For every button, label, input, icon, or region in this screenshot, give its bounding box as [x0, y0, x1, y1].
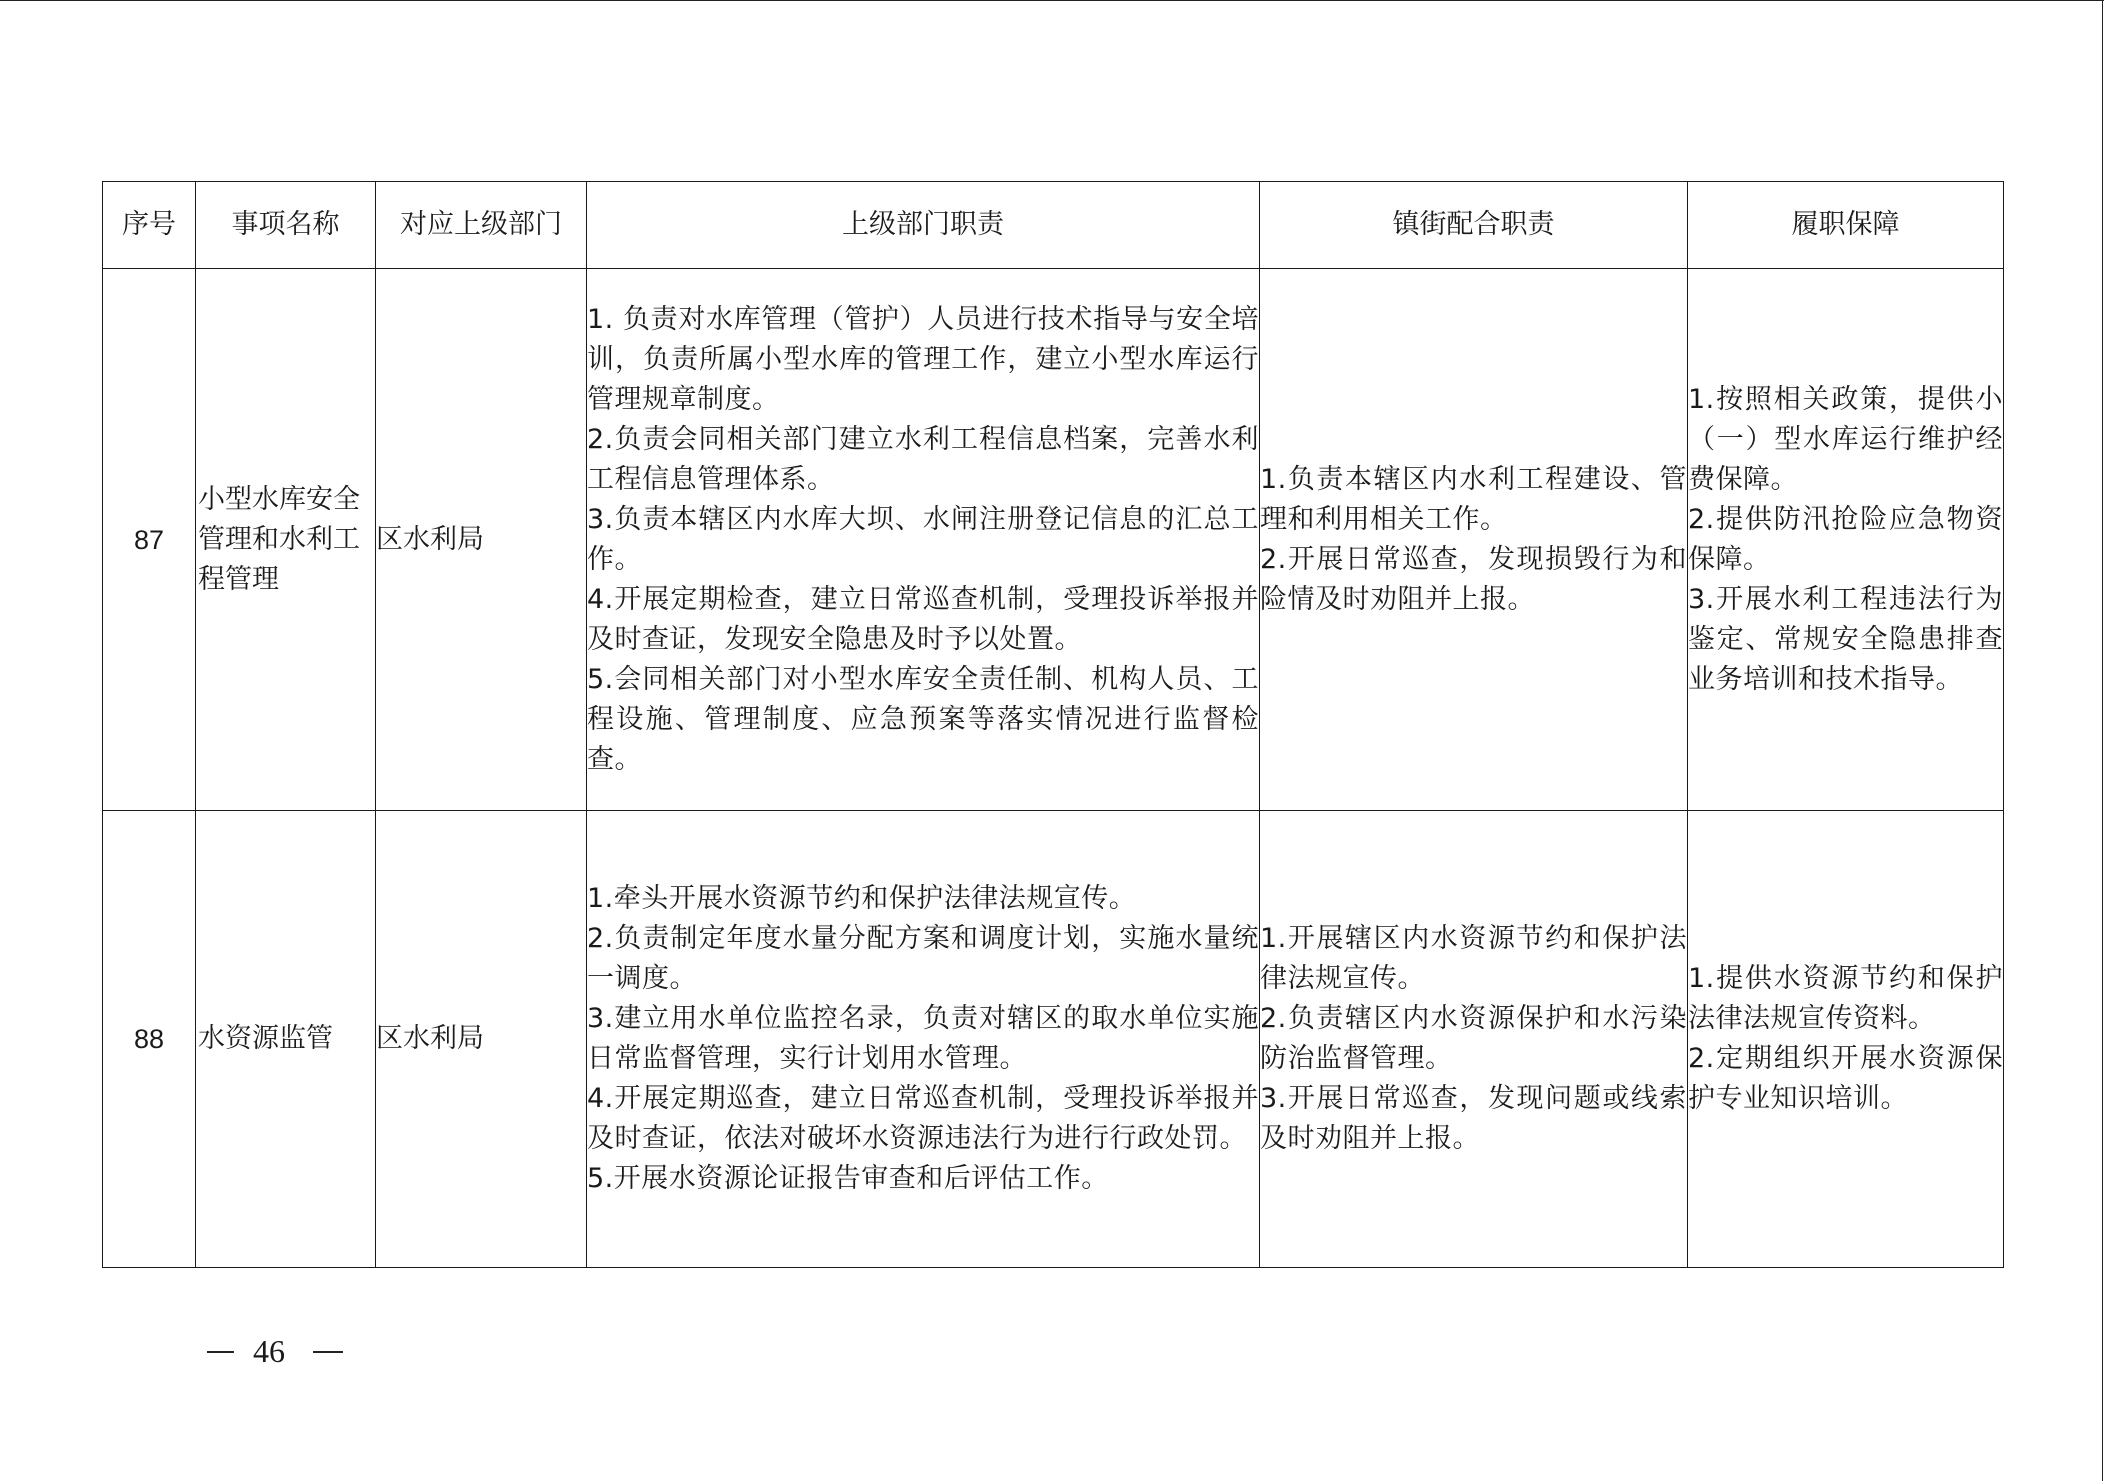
town-duty-item: 2.开展日常巡查，发现损毁行为和险情及时劝阻并上报。: [1260, 543, 1687, 615]
upper-duty-item: 1.牵头开展水资源节约和保护法律法规宣传。: [587, 883, 1137, 914]
header-guarantees: 履职保障: [1688, 182, 2004, 269]
upper-duty-item: 4.开展定期巡查，建立日常巡查机制，受理投诉举报并及时查证，依法对破坏水资源违法行为进行行政处罚。: [587, 1083, 1259, 1154]
row-upper-duties: [587, 811, 1260, 1268]
row-town-duties: [1260, 269, 1688, 811]
guarantee-item: 1.提供水资源节约和保护法律法规宣传资料。: [1688, 963, 2003, 1034]
town-duty-item: 2.负责辖区内水资源保护和水污染防治监督管理。: [1260, 1003, 1687, 1074]
upper-duty-item: 3.建立用水单位监控名录，负责对辖区的取水单位实施日常监督管理，实行计划用水管理。: [587, 1003, 1259, 1074]
town-duty-item: 1.负责本辖区内水利工程建设、管理和利用相关工作。: [1260, 463, 1687, 535]
duty-table: [102, 181, 2004, 1268]
header-upper-dept: 对应上级部门: [376, 182, 587, 269]
table-row: [103, 811, 2004, 1268]
row-item-name: [196, 269, 376, 811]
upper-duty-item: 4.开展定期检查，建立日常巡查机制，受理投诉举报并及时查证，发现安全隐患及时予以处置。: [587, 583, 1259, 655]
upper-duty-item: 5.会同相关部门对小型水库安全责任制、机构人员、工程设施、管理制度、应急预案等落实情况进行监督检查。: [587, 663, 1259, 775]
row-item-name: [196, 811, 376, 1268]
page-number: 46: [253, 1333, 285, 1369]
upper-duty-item: 2.负责制定年度水量分配方案和调度计划，实施水量统一调度。: [587, 923, 1259, 994]
guarantee-item: 3.开展水利工程违法行为鉴定、常规安全隐患排查业务培训和技术指导。: [1688, 583, 2003, 695]
item-name-text: 小型水库安全管理和水利工程管理: [198, 483, 360, 595]
upper-duty-item: 1. 负责对水库管理（管护）人员进行技术指导与安全培训，负责所属小型水库的管理工作，建立小型水库运行管理规章制度。: [587, 303, 1259, 415]
upper-duty-item: 3.负责本辖区内水库大坝、水闸注册登记信息的汇总工作。: [587, 503, 1259, 575]
row-upper-duties: [587, 269, 1260, 811]
upper-duty-item: 5.开展水资源论证报告审查和后评估工作。: [587, 1163, 1109, 1194]
page-number-right-dash: [313, 1351, 343, 1353]
guarantee-item: 2.定期组织开展水资源保护专业知识培训。: [1688, 1043, 2003, 1114]
row-seq: 87: [103, 269, 196, 811]
upper-duty-item: 2.负责会同相关部门建立水利工程信息档案，完善水利工程信息管理体系。: [587, 423, 1259, 495]
row-guarantees: [1688, 269, 2004, 811]
item-name-text: 水资源监管: [198, 1023, 333, 1054]
header-upper-duties: 上级部门职责: [587, 182, 1260, 269]
page-right-border: [2102, 0, 2103, 1481]
page-top-border: [0, 0, 2104, 1]
page-number-left-dash: [207, 1351, 234, 1353]
guarantee-item: 1.按照相关政策，提供小（一）型水库运行维护经费保障。: [1688, 383, 2003, 495]
row-upper-dept: 区水利局: [376, 811, 587, 1268]
row-upper-dept: 区水利局: [376, 269, 587, 811]
row-seq: 88: [103, 811, 196, 1268]
town-duty-item: 1.开展辖区内水资源节约和保护法律法规宣传。: [1260, 923, 1687, 994]
header-town-duties: 镇街配合职责: [1260, 182, 1688, 269]
town-duty-item: 3.开展日常巡查，发现问题或线索及时劝阻并上报。: [1260, 1083, 1687, 1154]
table-header-row: [103, 182, 2004, 269]
row-guarantees: [1688, 811, 2004, 1268]
header-seq: 序号: [103, 182, 196, 269]
guarantee-item: 2.提供防汛抢险应急物资保障。: [1688, 503, 2003, 575]
header-item-name: 事项名称: [196, 182, 376, 269]
row-town-duties: [1260, 811, 1688, 1268]
table-row: [103, 269, 2004, 811]
